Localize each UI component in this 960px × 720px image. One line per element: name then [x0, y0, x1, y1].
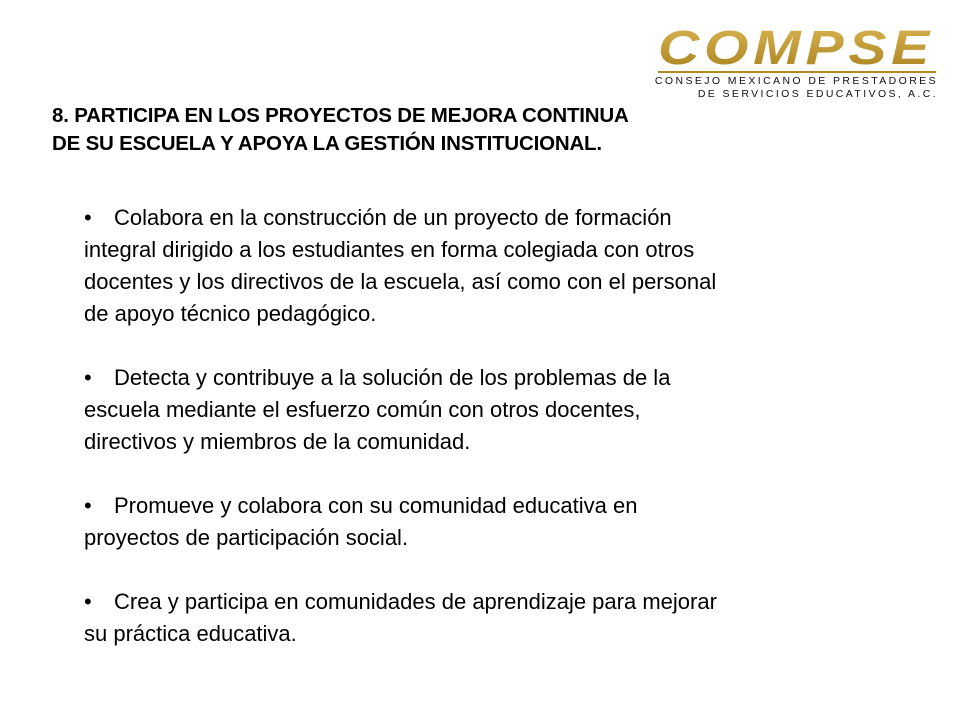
bullet-item-2 — [84, 362, 864, 458]
bullet-line: su práctica educativa. — [84, 621, 297, 646]
bullet-text: Colabora en la construcción de un proyecto de formación — [114, 205, 672, 230]
page-title-line-2: DE SU ESCUELA Y APOYA LA GESTIÓN INSTITUCIONAL. — [52, 132, 602, 155]
bullet-mark: • — [84, 493, 92, 518]
bullet-line — [84, 362, 864, 394]
bullet-item-3 — [84, 490, 864, 554]
bullet-mark: • — [84, 205, 92, 230]
bullet-line: escuela mediante el esfuerzo común con otros docentes, — [84, 397, 641, 422]
compse-wordmark — [654, 18, 938, 70]
bullet-text: Crea y participa en comunidades de aprendizaje para mejorar — [114, 589, 717, 614]
bullet-list — [84, 202, 864, 682]
bullet-line — [84, 490, 864, 522]
bullet-text: Detecta y contribuye a la solución de los problemas de la — [114, 365, 671, 390]
logo-wordmark-text: COMPSE — [658, 22, 934, 70]
bullet-line: de apoyo técnico pedagógico. — [84, 301, 377, 326]
bullet-item-4 — [84, 586, 864, 650]
bullet-line: directivos y miembros de la comunidad. — [84, 429, 471, 454]
page-title — [52, 102, 852, 158]
logo-subtitle-line-1: CONSEJO MEXICANO DE PRESTADORES — [654, 75, 938, 87]
bullet-line — [84, 586, 864, 618]
bullet-item-1 — [84, 202, 864, 330]
bullet-line: proyectos de participación social. — [84, 525, 409, 550]
logo-subtitle-line-2: DE SERVICIOS EDUCATIVOS, A.C. — [697, 88, 938, 100]
bullet-line: docentes y los directivos de la escuela, así como con el personal — [84, 269, 717, 294]
logo-divider — [658, 71, 936, 73]
bullet-line — [84, 202, 864, 234]
bullet-text: Promueve y colabora con su comunidad educativa en — [114, 493, 638, 518]
bullet-line: integral dirigido a los estudiantes en forma colegiada con otros — [84, 237, 695, 262]
bullet-mark: • — [84, 365, 92, 390]
compse-logo — [654, 18, 938, 100]
page-title-line-1: 8. PARTICIPA EN LOS PROYECTOS DE MEJORA CONTINUA — [52, 104, 629, 127]
bullet-mark: • — [84, 589, 92, 614]
